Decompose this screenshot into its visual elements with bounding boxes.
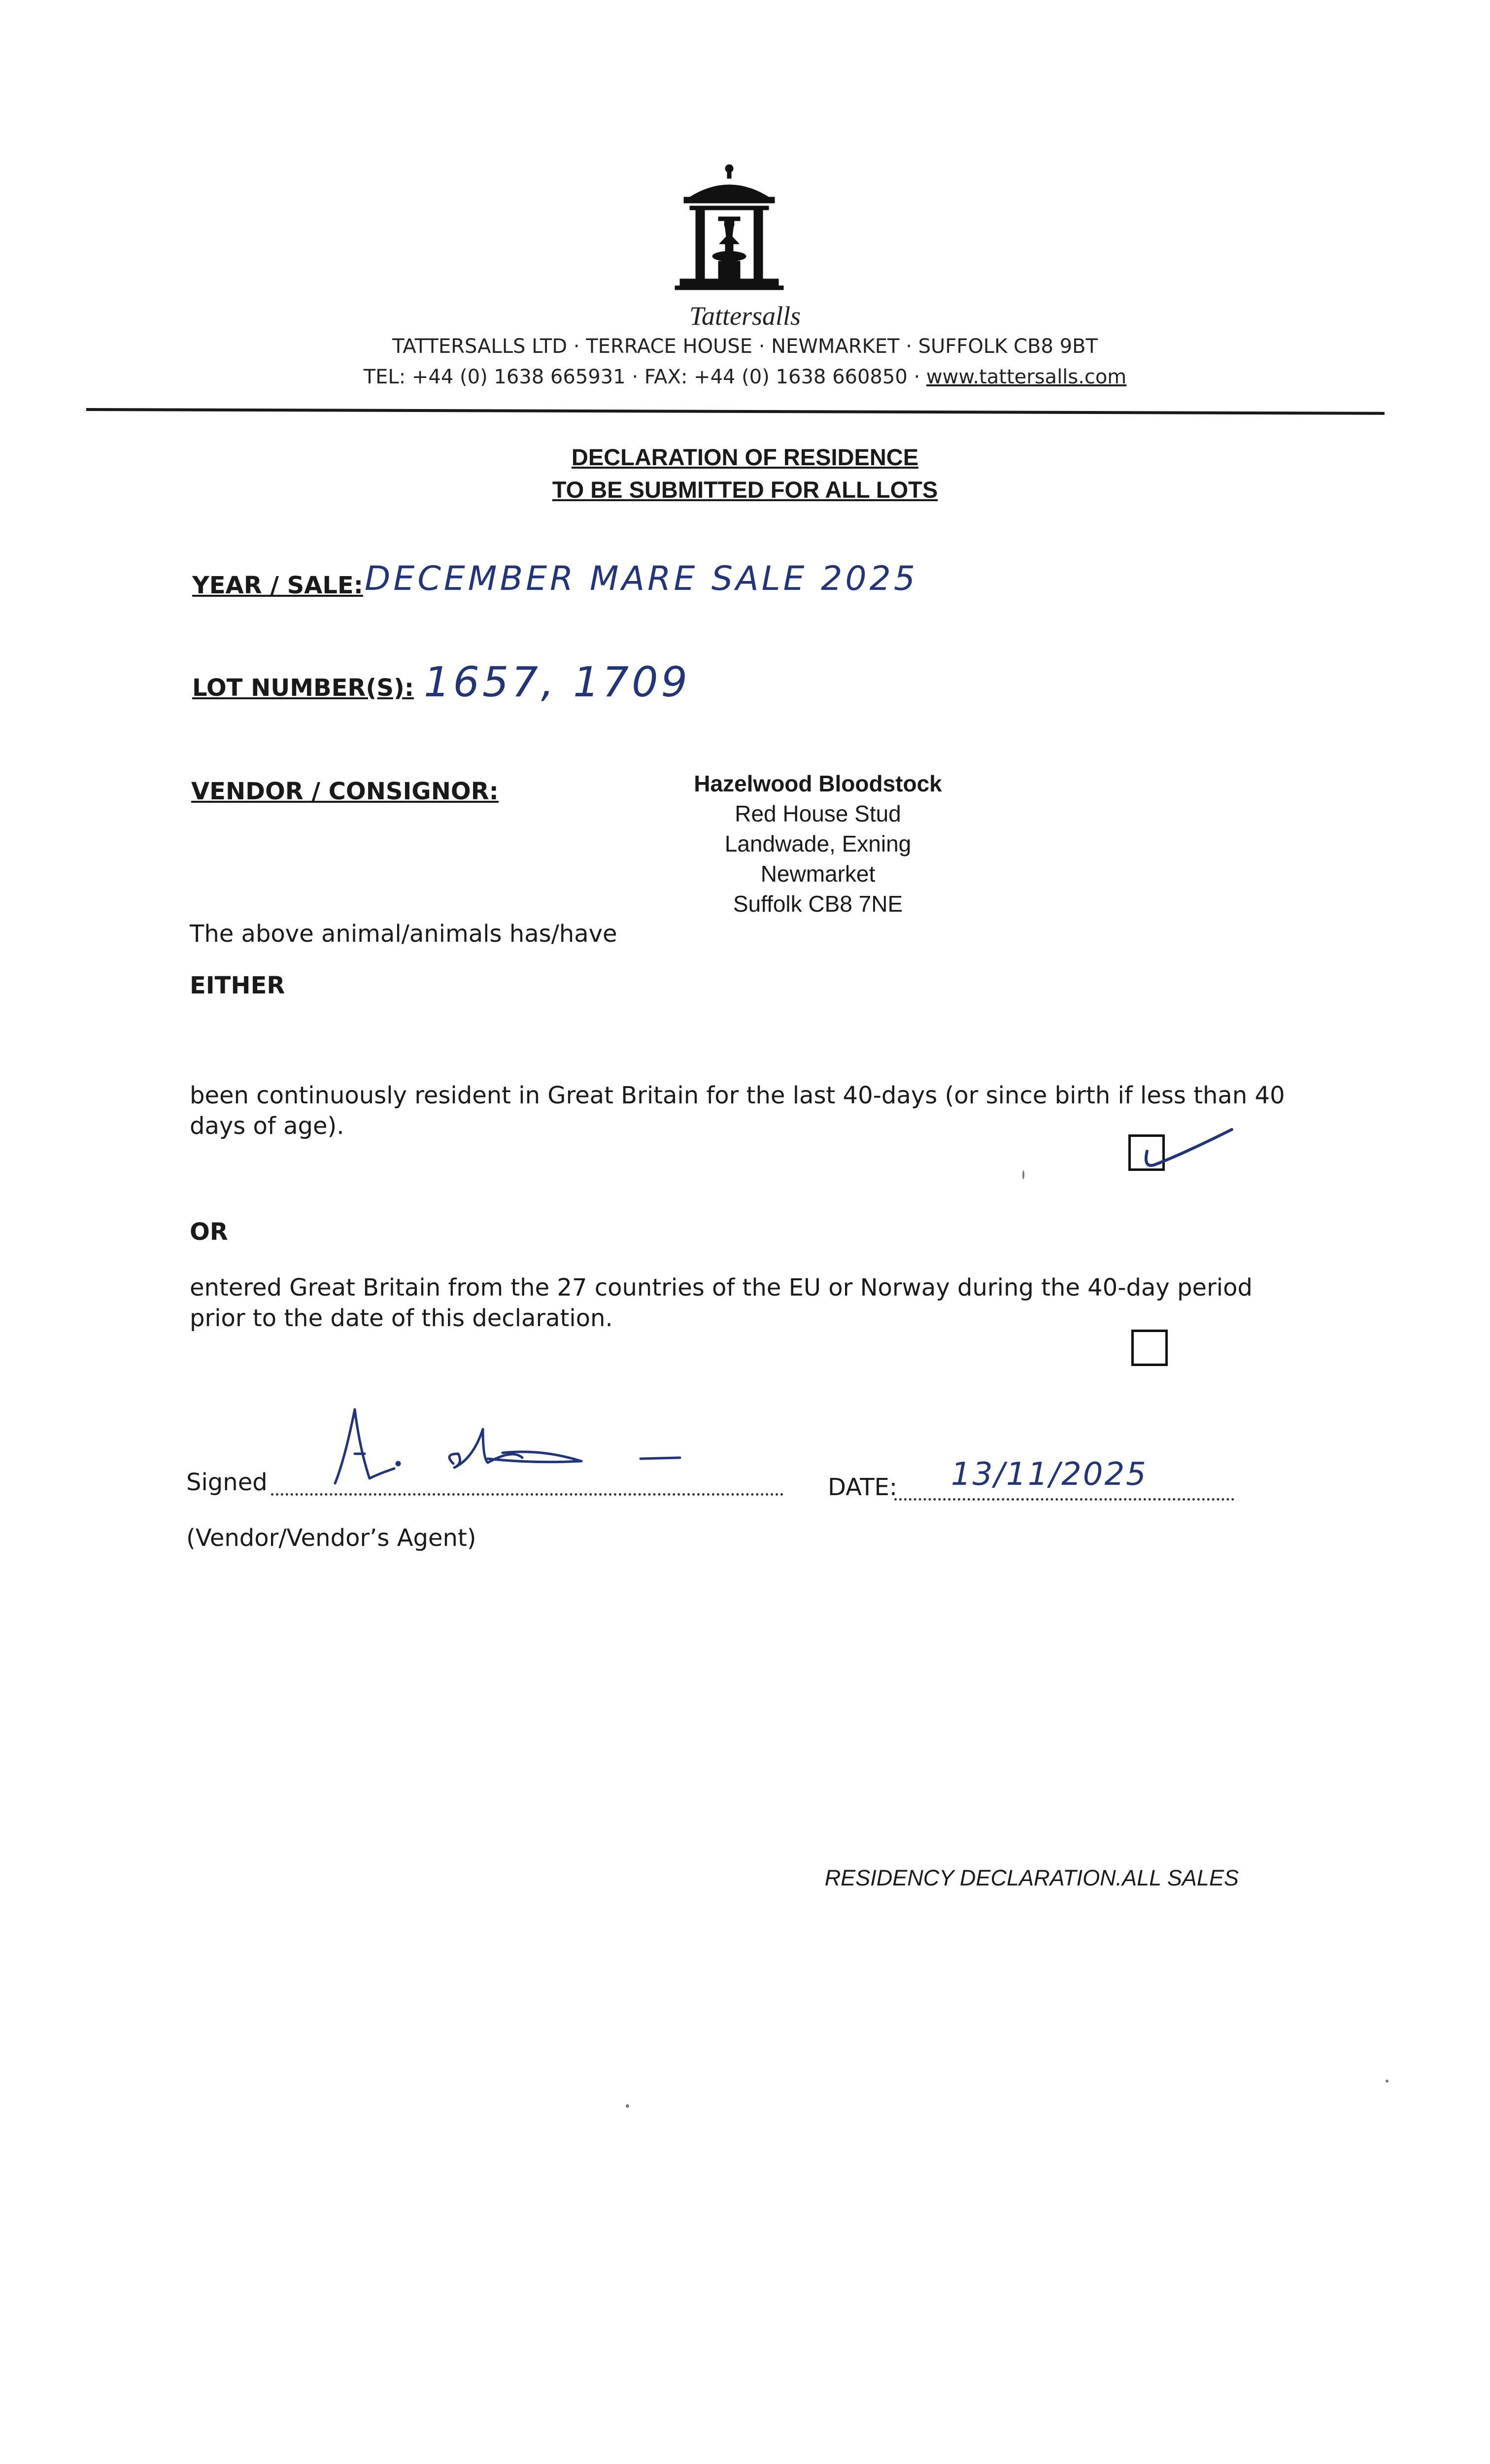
year-sale-value[interactable]: DECEMBER MARE SALE 2025 <box>365 559 918 598</box>
role-label: (Vendor/Vendor’s Agent) <box>186 1524 476 1552</box>
vendor-address-line: Red House Stud <box>735 801 901 826</box>
vendor-name: Hazelwood Bloodstock <box>694 771 942 796</box>
either-label: EITHER <box>190 972 285 999</box>
address-line: TATTERSALLS LTD · TERRACE HOUSE · NEWMARKET · SUFFOLK CB8 9BT <box>392 335 1098 358</box>
document-title: DECLARATION OF RESIDENCE <box>571 444 919 470</box>
form-footer: RESIDENCY DECLARATION.ALL SALES <box>824 1865 1239 1890</box>
option2-line: prior to the date of this declaration. <box>190 1304 613 1332</box>
brand-name: Tattersalls <box>689 301 801 331</box>
date-value[interactable]: 13/11/2025 <box>951 1456 1148 1493</box>
lot-numbers-value[interactable]: 1657, 1709 <box>424 658 690 706</box>
option2-text <box>190 1272 1253 1334</box>
option2-line: entered Great Britain from the 27 countries of the EU or Norway during the 40-day period <box>190 1274 1253 1301</box>
vendor-address-line: Newmarket <box>760 861 876 887</box>
vendor-address-line: Landwade, Exning <box>724 831 912 856</box>
lot-numbers-label: LOT NUMBER(S): <box>192 674 414 702</box>
date-label: DATE: <box>828 1473 898 1501</box>
declaration-intro: The above animal/animals has/have <box>190 920 617 948</box>
option1-line: been continuously resident in Great Britain for the last 40-days (or since birth if less than 40 <box>190 1082 1285 1109</box>
vendor-address-block <box>631 769 1005 919</box>
header-divider <box>86 408 1385 415</box>
contact-numbers: TEL: +44 (0) 1638 665931 · FAX: +44 (0) 1638 660850 · <box>363 366 926 388</box>
option1-check-mark <box>1133 1120 1242 1179</box>
signed-label: Signed <box>186 1469 268 1496</box>
scan-speck <box>1022 1170 1024 1179</box>
option2-checkbox[interactable] <box>1131 1330 1168 1366</box>
option1-text <box>190 1080 1285 1141</box>
vendor-label: VENDOR / CONSIGNOR: <box>191 778 499 805</box>
vendor-address-line: Suffolk CB8 7NE <box>733 891 903 917</box>
year-sale-label: YEAR / SALE: <box>192 572 363 599</box>
option1-line: days of age). <box>190 1112 344 1140</box>
or-label: OR <box>190 1218 228 1246</box>
tattersalls-logo <box>670 163 788 301</box>
signature-image <box>325 1400 700 1498</box>
scan-speck <box>1386 2080 1388 2083</box>
date-line <box>894 1498 1234 1501</box>
scan-speck <box>626 2104 629 2108</box>
contact-line <box>0 366 1490 388</box>
document-subtitle: TO BE SUBMITTED FOR ALL LOTS <box>552 477 938 503</box>
website-link[interactable]: www.tattersalls.com <box>926 366 1127 388</box>
